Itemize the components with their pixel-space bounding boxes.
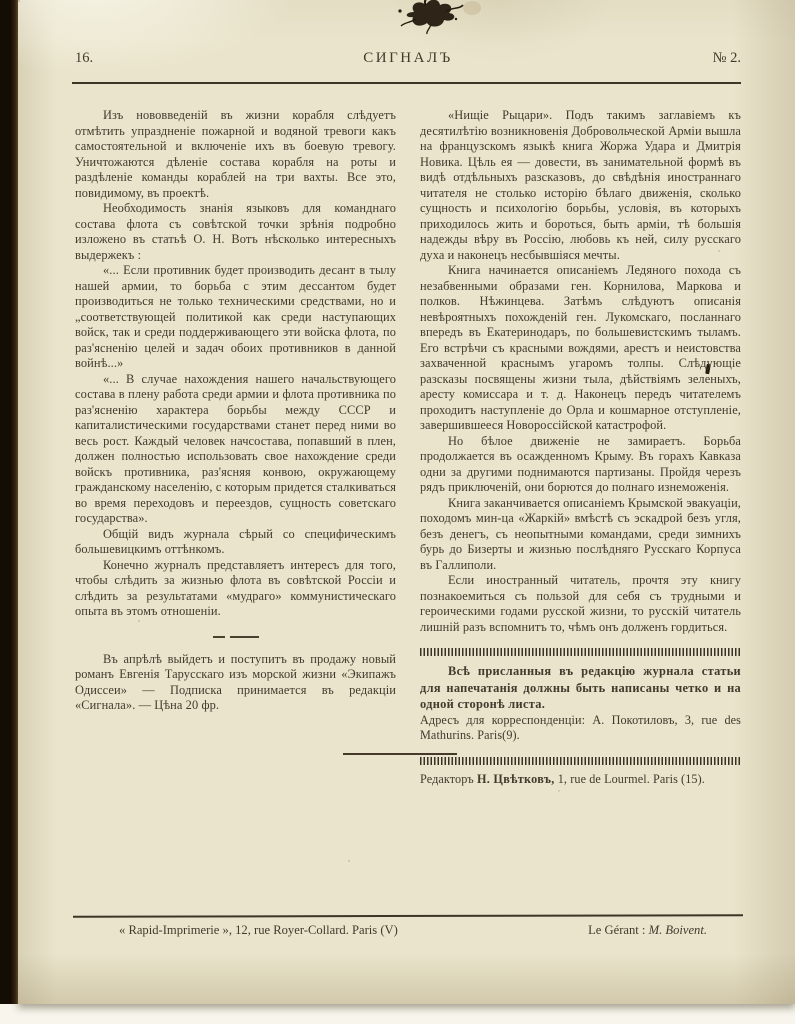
editorial-notice: Всѣ присланныя въ редакцію журнала статьи для напечатанія должны быть написаны четко и на одной сторонѣ листа. bbox=[420, 664, 741, 711]
paper-speckles bbox=[18, 0, 20, 2]
article-paragraph: «Нищіе Рыцари». Подъ такимъ заглавіемъ къ десятилѣтію возникновенія Добровольческой Арміи вышла на французскомъ языкѣ книга Жоржа Удара и Дмитрія Новика. Цѣль ея — довести, въ занимательной формѣ въ видѣ отдѣльныхъ разсказовъ, до свѣдѣнія иностраннаго читателя не столько исторію бѣлаго движенія, сколько сущность и психологію борьбы, условія, въ которыхъ приходилось жить и бороться, быть арміи, тѣ большія надежды вѣру въ Россію, любовь къ ней, силу русскаго духа и наконецъ несбывшіяся мечты. bbox=[420, 108, 741, 262]
article-paragraph: Необходимость знанія языковъ для команднаго состава флота съ совѣтской точки зрѣнія подробно изложено въ статьѣ О. Н. Вотъ нѣсколько интересныхъ выдержекъ : bbox=[75, 201, 396, 262]
end-of-text-rule bbox=[343, 753, 457, 755]
footer-rule bbox=[73, 914, 743, 918]
editor-prefix: Редакторъ bbox=[420, 771, 477, 786]
page-footer bbox=[75, 923, 741, 938]
page-number: 16. bbox=[75, 50, 94, 66]
correspondence-address: Адресъ для корреспонденціи: А. Покотиловъ, 3, rue des Mathurins. Paris(9). bbox=[420, 712, 741, 742]
quote-block: «... В случае нахождения нашего начальствующего состава в плену работа среди армии и флота противника по раз'ясненію характера борьбы между СССР и капиталистическими государствами станет перед ними во весь рост. Каждый человек начсостава, попавший в плен, должен полностью использовать свое нахождение среди войскъ противника, раз'ясняя конвою, окружающему гражданскому населенію, с которым придется сталкиваться во время переходовъ и переездов, сущность советскаго государства». bbox=[75, 371, 396, 525]
scan-edge-left bbox=[0, 0, 19, 1006]
right-column bbox=[420, 108, 741, 787]
header-rule bbox=[72, 82, 741, 84]
gerant-credit bbox=[588, 923, 741, 938]
article-paragraph: Конечно журналъ представляетъ интересъ для того, чтобы слѣдить за жизнью флота въ совѣтской Россіи и слѣдить за результатами «мудраго» коммунистическаго опыта въ этомъ отношеніи. bbox=[75, 557, 396, 618]
scan-bed-strip bbox=[0, 1004, 795, 1024]
article-paragraph: Если иностранный читатель, прочтя эту книгу познакоемиться съ пользой для себя съ трудными и героическими годами русской жизни, то русскій читатель лишній разъ вспомнитъ то, чѣмъ онъ долженъ гордиться. bbox=[420, 573, 741, 634]
issue-number: № 2. bbox=[712, 50, 741, 66]
quote-block: «... Если противник будет производить десант в тылу нашей армии, то борьба с этим дессантом будет производиться не только техническими средствами, но и „соответствующей политикой как среди наступающих войск, так и среди поддерживающего эти войска флота, по раз'ясненію целей и задач обоих противников в данной войнѣ...» bbox=[75, 263, 396, 370]
article-paragraph: Книга заканчивается описаніемъ Крымской эвакуаціи, походомъ мин-ца «Жаркій» вмѣстѣ съ эскадрой безъ угля, безъ денегъ, съ неопытными командами, среди зимнихъ бурь до Бизерты и жизнью послѣдняго Русскаго Корпуса въ Галлиполи. bbox=[420, 495, 741, 572]
article-paragraph: Но бѣлое движеніе не замираетъ. Борьба продолжается въ осажденномъ Крыму. Въ горахъ Кавказа одни за другими поднимаются партизаны. Пройдя черезъ рядъ приключеній, они борются до полнаго изнеможенія. bbox=[420, 433, 741, 494]
ink-blot-shape bbox=[386, 0, 486, 35]
printer-imprint: « Rapid-Imprimerie », 12, rue Royer-Collard. Paris (V) bbox=[119, 923, 398, 937]
hatched-divider bbox=[420, 648, 741, 656]
article-paragraph: Изъ нововведеній въ жизни корабля слѣдуетъ отмѣтить упраздненіе пожарной и водяной тревоги какъ самостоятельной и включеніе ихъ въ боевую тревогу. Уничтожаются дѣленіе состава корабля на роты и раздѣленіе команды кораблей на три вахты. Все это, повидимому, въ проектѣ. bbox=[75, 108, 396, 200]
ink-blot bbox=[386, 0, 486, 40]
announcement-paragraph: Въ апрѣлѣ выйдетъ и поступитъ въ продажу новый романъ Евгенія Тарусскаго изъ морской жизни «Экипажъ Одиссеи» — Подписка принимается въ редакціи «Сигнала». — Цѣна 20 фр. bbox=[75, 651, 396, 712]
hatched-divider bbox=[420, 757, 741, 765]
editor-name: Н. Цвѣтковъ, bbox=[476, 771, 555, 786]
scanned-page bbox=[18, 0, 795, 1004]
left-column bbox=[75, 108, 396, 787]
article-paragraph: Книга начинается описаніемъ Ледяного похода съ незабвенными образами ген. Корнилова, Маркова и полков. Нѣжинцева. Затѣмъ слѣдуютъ описанія невѣроятныхъ похожденій ген. Лукомскаго, посланнаго впередъ въ Екатеринодаръ, по большевистскимъ тыламъ. Его встрѣчи съ красными вождями, арестъ и неистовства захваченной краснымъ угаромъ толпы. Слѣдующіе разсказы посвящены жизни тыла, дѣйствіямъ зеленыхъ, аресту комиссара и т. д. Наконецъ передъ читателемъ проходитъ наступленіе до Орла и кошмарное отступленіе, завершившееся Новороссійской катастрофой. bbox=[420, 263, 741, 432]
page-header bbox=[75, 50, 741, 67]
masthead-title: СИГНАЛЪ bbox=[363, 50, 453, 66]
gerant-label: Le Gérant : bbox=[588, 923, 649, 937]
article-columns bbox=[75, 108, 741, 787]
section-divider bbox=[213, 636, 259, 638]
article-paragraph: Общій видъ журнала сѣрый со специфическимъ большевицкимъ оттѣнкомъ. bbox=[75, 526, 396, 556]
editor-line bbox=[420, 772, 741, 788]
editor-address: 1, rue de Lourmel. Paris (15). bbox=[554, 771, 705, 786]
gerant-name: M. Boivent. bbox=[648, 923, 707, 937]
